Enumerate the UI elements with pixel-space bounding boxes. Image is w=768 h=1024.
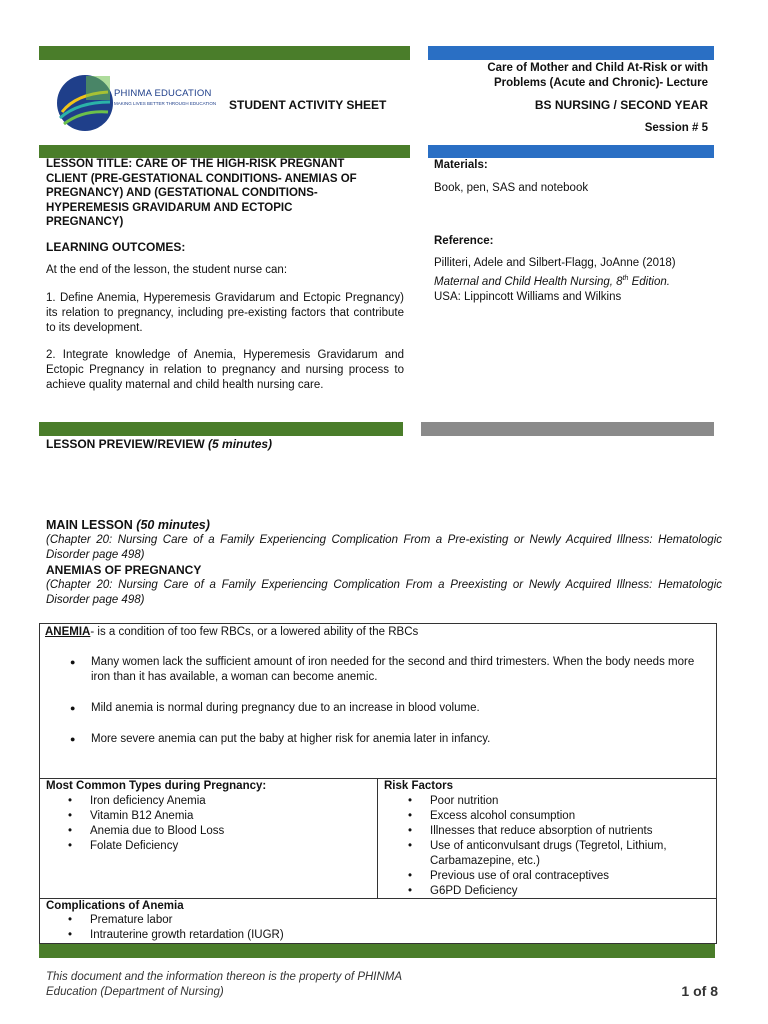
reference-title [434, 271, 712, 290]
main-lesson-heading [46, 518, 210, 533]
list-item: • Iron deficiency Anemia [46, 794, 366, 809]
anemia-definition [45, 625, 418, 640]
preview-time: (5 minutes) [208, 437, 273, 451]
course-title [430, 61, 708, 91]
course-title-line2: Problems (Acute and Chronic)- Lecture [493, 77, 708, 89]
list-item: • Poor nutrition [386, 794, 704, 809]
reference-edition: Edition. [628, 275, 670, 288]
anemias-heading: ANEMIAS OF PREGNANCY [46, 563, 202, 577]
materials-heading: Materials: [434, 159, 488, 171]
reference-publisher: USA: Lippincott Williams and Wilkins [434, 290, 622, 303]
footer-note-line1: This document and the information thereon is the property of PHINMA [46, 971, 403, 983]
list-item: • Use of anticonvulsant drugs (Tegretol, Lithium, Carbamazepine, etc.) [386, 839, 704, 869]
program-year: BS NURSING / SECOND YEAR [534, 98, 708, 112]
risk-heading: Risk Factors [384, 780, 454, 792]
types-list [46, 794, 366, 854]
reference-heading: Reference: [434, 235, 494, 247]
list-item: • Illnesses that reduce absorption of nutrients [386, 824, 704, 839]
lesson-title-line: PREGNANCY) AND (GESTATIONAL CONDITIONS- [46, 187, 318, 199]
page-number: 1 of 8 [681, 983, 718, 999]
list-item: • Intrauterine growth retardation (IUGR) [46, 928, 686, 943]
preview-heading [46, 437, 272, 452]
org-name: PHINMA EDUCATION [114, 88, 212, 99]
preview-bar-right [421, 422, 714, 436]
footer-note [46, 970, 402, 1000]
lesson-title [46, 157, 406, 230]
header-bar-right [428, 46, 714, 60]
types-heading: Most Common Types during Pregnancy: [46, 780, 267, 792]
reference-edition-sup: th [622, 275, 629, 282]
lesson-bar-right [428, 145, 714, 158]
list-item: • Premature labor [46, 913, 686, 928]
list-item: • Previous use of oral contraceptives [386, 869, 704, 884]
main-lesson-time: (50 minutes) [136, 518, 210, 532]
lesson-title-line: HYPEREMESIS GRAVIDARUM AND ECTOPIC [46, 201, 293, 214]
complications-heading: Complications of Anemia [46, 900, 184, 912]
session-number: Session # 5 [644, 122, 708, 134]
reference-authors: Pilliteri, Adele and Silbert-Flagg, JoAnne (2018) [434, 257, 676, 269]
outcome-1: 1. Define Anemia, Hyperemesis Gravidarum and Ectopic Pregnancy) its relation to pregnancy, including pre-existing factors that contribute to its development. [46, 292, 404, 334]
reference-book-title: Maternal and Child Health Nursing, 8 [434, 275, 623, 288]
anemia-box [39, 623, 717, 779]
list-item: ● More severe anemia can put the baby at higher risk for anemia later in infancy. [46, 732, 696, 747]
anemia-term: ANEMIA [45, 626, 91, 638]
list-item: • Vitamin B12 Anemia [46, 809, 366, 824]
header-bar-left [39, 46, 410, 60]
lesson-title-line: CLIENT (PRE-GESTATIONAL CONDITIONS- ANEMIAS OF [46, 172, 357, 185]
reference-text [434, 256, 712, 305]
types-cell [39, 778, 378, 899]
list-item: • Folate Deficiency [46, 839, 366, 854]
main-lesson-label: MAIN LESSON [46, 518, 137, 532]
course-title-line1: Care of Mother and Child At-Risk or with [487, 62, 708, 74]
main-lesson-ref-2: (Chapter 20: Nursing Care of a Family Experiencing Complication From a Preexisting or Newly Acquired Illness: Hematologic Disorder page 498) [46, 579, 722, 606]
phinma-logo [56, 72, 226, 134]
footer-bar [39, 944, 715, 958]
risk-list [386, 794, 704, 899]
list-item: • Excess alcohol consumption [386, 809, 704, 824]
anemia-bullets [46, 655, 696, 763]
outcomes-intro: At the end of the lesson, the student nurse can: [46, 264, 288, 276]
outcome-2: 2. Integrate knowledge of Anemia, Hyperemesis Gravidarum and Ectopic Pregnancy in relation to pregnancy and nursing process to achieve quality maternal and child health nursing care. [46, 349, 404, 391]
preview-bar-left [39, 422, 403, 436]
preview-label: LESSON PREVIEW/REVIEW [46, 437, 209, 451]
phinma-logo-mark [56, 72, 114, 134]
complications-cell [39, 898, 717, 944]
org-tagline: MAKING LIVES BETTER THROUGH EDUCATION [114, 101, 217, 106]
outcomes-heading: LEARNING OUTCOMES: [46, 240, 186, 254]
lesson-title-line: LESSON TITLE: CARE OF THE HIGH-RISK PREGNANT [46, 158, 345, 170]
main-lesson-ref-1: (Chapter 20: Nursing Care of a Family Experiencing Complication From a Pre-existing or Newly Acquired Illness: Hematologic Disorder page 498) [46, 534, 722, 561]
anemia-definition-text: - is a condition of too few RBCs, or a lowered ability of the RBCs [90, 626, 419, 638]
list-item: • Anemia due to Blood Loss [46, 824, 366, 839]
list-item: ● Mild anemia is normal during pregnancy due to an increase in blood volume. [46, 701, 696, 716]
complications-list [46, 913, 686, 943]
list-item: ● Many women lack the sufficient amount of iron needed for the second and third trimesters. When the body needs more iron than it has available, a woman can become anemic. [46, 655, 696, 685]
lesson-title-line: PREGNANCY) [46, 216, 124, 228]
footer-note-line2: Education (Department of Nursing) [46, 986, 224, 998]
sheet-title: STUDENT ACTIVITY SHEET [229, 98, 387, 112]
risk-cell [377, 778, 717, 899]
materials-text: Book, pen, SAS and notebook [434, 182, 589, 194]
list-item: • G6PD Deficiency [386, 884, 704, 899]
